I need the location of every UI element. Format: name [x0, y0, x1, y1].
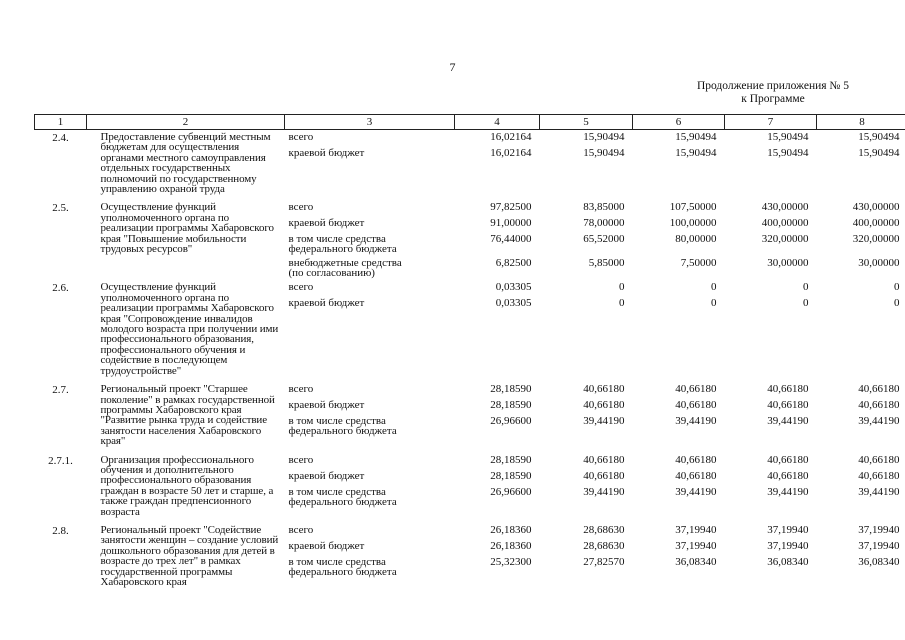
value: 40,66180	[858, 469, 900, 482]
value-group	[633, 146, 717, 162]
value-group	[540, 216, 625, 232]
value: 15,90494	[675, 131, 717, 143]
value-group	[455, 256, 532, 280]
value-group	[540, 280, 625, 296]
funding-source-line: федерального бюджета	[288, 243, 397, 256]
row-number: 2.6.	[52, 282, 69, 295]
value-group	[540, 296, 625, 312]
value-group	[455, 539, 532, 555]
value: 80,00000	[675, 233, 717, 246]
value-cell	[725, 200, 817, 280]
value-cell	[725, 130, 817, 201]
funding-source	[289, 523, 455, 539]
page-number: 7	[449, 60, 456, 74]
value: 15,90494	[858, 147, 900, 159]
row-name: Региональный проект "Содействие занятости женщин – создание условий дошкольного образования для детей в возрасте до трех лет" в рамках государственной программы Хабаровского края	[100, 523, 279, 588]
value-group	[455, 146, 532, 162]
table-row	[35, 523, 905, 593]
row-number: 2.5.	[52, 202, 69, 215]
row-name: Осуществление функций уполномоченного органа по реализации программы Хабаровского края "Сопровождение инвалидов молодого возраста при получении ими профессионального образования, профессионального обучения и содействие в последующем трудоустройстве"	[100, 281, 279, 377]
header-row	[35, 115, 905, 130]
value-cell	[633, 382, 725, 452]
value: 36,08340	[675, 555, 717, 568]
value: 39,44190	[675, 415, 717, 428]
value-group	[540, 469, 625, 485]
value-group	[817, 539, 900, 555]
value-cell	[633, 523, 725, 593]
funding-source	[289, 555, 455, 579]
value-group	[540, 453, 625, 469]
column-header: 3	[285, 115, 455, 130]
value-group	[455, 398, 532, 414]
value: 37,19940	[767, 539, 809, 552]
value-group	[725, 382, 809, 398]
value: 97,82500	[490, 201, 532, 214]
value: 40,66180	[583, 399, 625, 412]
row-name: Осуществление функций уполномоченного органа по реализации программы Хабаровского края "Повышение мобильности трудовых ресурсов"	[100, 201, 274, 256]
funding-source	[289, 296, 455, 312]
value: 0,03305	[495, 297, 532, 310]
value-cell	[633, 200, 725, 280]
value-group	[725, 232, 809, 256]
value-group	[540, 398, 625, 414]
table-row	[35, 130, 905, 201]
funding-source	[289, 256, 455, 280]
value: 26,18360	[490, 523, 532, 536]
table-row	[35, 453, 905, 523]
value: 430,00000	[852, 201, 900, 214]
value-group	[633, 523, 717, 539]
value-group	[817, 555, 900, 579]
funding-source-line: краевой бюджет	[288, 399, 365, 412]
value: 28,18590	[490, 383, 532, 396]
value: 320,00000	[852, 233, 900, 246]
funding-source-line: федерального бюджета	[288, 495, 397, 508]
value-cell	[633, 130, 725, 201]
value: 83,85000	[583, 201, 625, 214]
value-cell	[455, 130, 540, 201]
funding-source-line: в том числе средства	[288, 555, 386, 568]
value: 28,18590	[490, 453, 532, 466]
value-group	[455, 414, 532, 438]
value-group	[633, 555, 717, 579]
value-cell	[455, 382, 540, 452]
funding-source-cell	[285, 453, 455, 523]
row-number: 2.7.1.	[48, 454, 73, 467]
value: 40,66180	[767, 383, 809, 396]
value-cell	[540, 453, 633, 523]
value-group	[633, 539, 717, 555]
value: 107,50000	[669, 201, 717, 214]
value-group	[455, 130, 532, 146]
value-group	[540, 200, 625, 216]
value-group	[455, 232, 532, 256]
value-group	[633, 453, 717, 469]
value-group	[817, 382, 900, 398]
value-group	[540, 523, 625, 539]
funding-source	[289, 146, 455, 162]
value: 28,18590	[490, 399, 532, 412]
value-group	[817, 398, 900, 414]
value: 39,44190	[675, 485, 717, 498]
value: 0	[803, 297, 809, 310]
value: 40,66180	[767, 399, 809, 412]
column-header: 4	[455, 115, 540, 130]
value-group	[817, 523, 900, 539]
funding-source-line: всего	[288, 131, 314, 143]
funding-source-line: краевой бюджет	[288, 539, 365, 552]
value: 7,50000	[680, 257, 717, 270]
program-table	[34, 114, 905, 593]
column-header: 2	[87, 115, 285, 130]
row-number: 2.7.	[52, 384, 69, 397]
value-group	[725, 130, 809, 146]
funding-source-line: в том числе средства	[288, 233, 386, 246]
value: 40,66180	[767, 453, 809, 466]
value-group	[455, 469, 532, 485]
value: 6,82500	[495, 257, 532, 270]
value: 37,19940	[767, 523, 809, 536]
value-cell	[817, 523, 905, 593]
value-group	[633, 296, 717, 312]
value: 27,82570	[583, 555, 625, 568]
value-cell	[540, 130, 633, 201]
value: 25,32300	[490, 555, 532, 568]
value-group	[455, 296, 532, 312]
value: 320,00000	[761, 233, 809, 246]
value: 40,66180	[675, 383, 717, 396]
value-group	[455, 485, 532, 509]
value-group	[455, 280, 532, 296]
value: 0	[711, 297, 717, 310]
row-name: Региональный проект "Старшее поколение" в рамках государственной программы Хабаровского края "Развитие рынка труда и содействие занятости населения Хабаровского края"	[100, 383, 275, 448]
funding-source	[289, 398, 455, 414]
value: 78,00000	[583, 217, 625, 230]
value-group	[455, 216, 532, 232]
funding-source-line: федерального бюджета	[288, 565, 397, 578]
value: 15,90494	[767, 131, 809, 143]
value-cell	[817, 200, 905, 280]
value: 40,66180	[767, 469, 809, 482]
value: 15,90494	[858, 131, 900, 143]
funding-source-cell	[285, 130, 455, 201]
value: 37,19940	[675, 523, 717, 536]
value-group	[540, 485, 625, 509]
value-group	[817, 200, 900, 216]
value-group	[725, 216, 809, 232]
value-group	[725, 469, 809, 485]
value-cell	[725, 523, 817, 593]
value-cell	[725, 280, 817, 382]
value: 15,90494	[675, 147, 717, 159]
funding-source	[289, 232, 455, 256]
value: 0	[619, 281, 625, 294]
row-name: Предоставление субвенций местным бюджетам для осуществления органами местного самоуправления отдельных государственных полномочий по государственному управлению охраной труда	[100, 131, 271, 196]
value-cell	[540, 280, 633, 382]
value-group	[725, 414, 809, 438]
value-group	[633, 485, 717, 509]
value-cell	[633, 453, 725, 523]
value-group	[540, 555, 625, 579]
funding-source-line: всего	[288, 383, 314, 396]
funding-source	[289, 216, 455, 232]
column-header: 5	[540, 115, 633, 130]
value: 400,00000	[761, 217, 809, 230]
value-cell	[540, 382, 633, 452]
value-group	[633, 200, 717, 216]
value: 37,19940	[858, 523, 900, 536]
value: 40,66180	[675, 469, 717, 482]
value: 36,08340	[858, 555, 900, 568]
funding-source-line: всего	[288, 201, 314, 214]
value-group	[725, 398, 809, 414]
funding-source	[289, 485, 455, 509]
value-cell	[817, 382, 905, 452]
value-group	[725, 200, 809, 216]
value: 0	[619, 297, 625, 310]
value: 26,18360	[490, 539, 532, 552]
funding-source-line: всего	[288, 281, 314, 294]
value-group	[633, 256, 717, 280]
value: 40,66180	[583, 469, 625, 482]
value-group	[817, 146, 900, 162]
value-cell	[817, 280, 905, 382]
row-number: 2.4.	[52, 132, 69, 144]
value-group	[725, 539, 809, 555]
value-group	[817, 453, 900, 469]
value: 430,00000	[761, 201, 809, 214]
value: 39,44190	[767, 485, 809, 498]
funding-source-cell	[285, 200, 455, 280]
value-group	[817, 256, 900, 280]
value: 30,00000	[858, 257, 900, 270]
column-header: 1	[35, 115, 87, 130]
funding-source	[289, 280, 455, 296]
value-group	[455, 200, 532, 216]
value-group	[633, 130, 717, 146]
value-group	[455, 523, 532, 539]
value: 30,00000	[767, 257, 809, 270]
value-group	[725, 453, 809, 469]
funding-source-line: краевой бюджет	[288, 147, 365, 159]
value: 91,00000	[490, 217, 532, 230]
appendix-caption-line2: к Программе	[741, 93, 805, 105]
funding-source	[289, 469, 455, 485]
funding-source-line: краевой бюджет	[288, 297, 365, 310]
value-group	[817, 469, 900, 485]
appendix-caption	[673, 80, 873, 106]
value-group	[540, 256, 625, 280]
value-group	[540, 146, 625, 162]
funding-source-line: федерального бюджета	[288, 425, 397, 438]
value-group	[540, 382, 625, 398]
column-header: 7	[725, 115, 817, 130]
value: 76,44000	[490, 233, 532, 246]
value: 16,02164	[490, 131, 532, 143]
value-group	[540, 130, 625, 146]
value-group	[725, 485, 809, 509]
row-number: 2.8.	[52, 524, 69, 537]
funding-source-line: (по согласованию)	[288, 267, 375, 280]
funding-source-line: в том числе средства	[288, 415, 386, 428]
table-row	[35, 382, 905, 452]
value: 37,19940	[858, 539, 900, 552]
value-group	[817, 296, 900, 312]
value: 15,90494	[767, 147, 809, 159]
value-group	[633, 398, 717, 414]
value-group	[633, 469, 717, 485]
value: 26,96600	[490, 415, 532, 428]
value: 39,44190	[767, 415, 809, 428]
value-group	[725, 523, 809, 539]
value: 100,00000	[669, 217, 717, 230]
value: 40,66180	[858, 399, 900, 412]
value-cell	[725, 382, 817, 452]
value-group	[633, 232, 717, 256]
table-row	[35, 280, 905, 382]
value-group	[633, 280, 717, 296]
value: 15,90494	[583, 131, 625, 143]
value-group	[725, 555, 809, 579]
funding-source-line: краевой бюджет	[288, 217, 365, 230]
value: 37,19940	[675, 539, 717, 552]
value: 40,66180	[675, 453, 717, 466]
value: 0	[894, 281, 900, 294]
value: 40,66180	[858, 453, 900, 466]
funding-source	[289, 382, 455, 398]
funding-source-line: всего	[288, 523, 314, 536]
value: 26,96600	[490, 485, 532, 498]
value-group	[817, 130, 900, 146]
value-group	[817, 485, 900, 509]
funding-source	[289, 200, 455, 216]
funding-source	[289, 453, 455, 469]
value: 28,18590	[490, 469, 532, 482]
value-group	[633, 382, 717, 398]
row-name: Организация профессионального обучения и дополнительного профессионального образования граждан в возрасте 50 лет и старше, а также граждан предпенсионного возраста	[100, 453, 274, 518]
value-group	[725, 296, 809, 312]
value: 28,68630	[583, 523, 625, 536]
value: 40,66180	[583, 453, 625, 466]
value-cell	[455, 453, 540, 523]
value: 36,08340	[767, 555, 809, 568]
value: 0	[803, 281, 809, 294]
value-group	[540, 539, 625, 555]
value-group	[633, 414, 717, 438]
value-group	[540, 414, 625, 438]
value-group	[817, 232, 900, 256]
value-group	[455, 382, 532, 398]
value: 0	[894, 297, 900, 310]
value: 65,52000	[583, 233, 625, 246]
value: 39,44190	[583, 415, 625, 428]
funding-source-line: внебюджетные средства	[288, 257, 402, 270]
funding-source-line: в том числе средства	[288, 485, 386, 498]
value: 40,66180	[858, 383, 900, 396]
value: 0	[711, 281, 717, 294]
value-group	[455, 555, 532, 579]
value-group	[633, 216, 717, 232]
value: 400,00000	[852, 217, 900, 230]
value: 39,44190	[858, 485, 900, 498]
appendix-caption-line1: Продолжение приложения № 5	[696, 80, 850, 92]
value: 39,44190	[858, 415, 900, 428]
value-group	[725, 256, 809, 280]
value-cell	[455, 280, 540, 382]
value: 16,02164	[490, 147, 532, 159]
funding-source-cell	[285, 382, 455, 452]
column-header: 6	[633, 115, 725, 130]
value-cell	[540, 523, 633, 593]
funding-source-cell	[285, 280, 455, 382]
value-group	[540, 232, 625, 256]
value: 40,66180	[675, 399, 717, 412]
value-cell	[817, 130, 905, 201]
value-group	[455, 453, 532, 469]
funding-source-line: краевой бюджет	[288, 469, 365, 482]
value-group	[725, 280, 809, 296]
table-row	[35, 200, 905, 280]
value-group	[817, 414, 900, 438]
value-cell	[817, 453, 905, 523]
funding-source	[289, 130, 455, 146]
value-cell	[633, 280, 725, 382]
value: 40,66180	[583, 383, 625, 396]
value-group	[817, 216, 900, 232]
value-group	[817, 280, 900, 296]
funding-source-line: всего	[288, 453, 314, 466]
value: 0,03305	[495, 281, 532, 294]
value: 28,68630	[583, 539, 625, 552]
funding-source-cell	[285, 523, 455, 593]
value: 5,85000	[588, 257, 625, 270]
value-cell	[455, 523, 540, 593]
value-cell	[455, 200, 540, 280]
value-group	[725, 146, 809, 162]
value: 39,44190	[583, 485, 625, 498]
value-cell	[540, 200, 633, 280]
funding-source	[289, 539, 455, 555]
funding-source	[289, 414, 455, 438]
value: 15,90494	[583, 147, 625, 159]
column-header: 8	[817, 115, 905, 130]
value-cell	[725, 453, 817, 523]
